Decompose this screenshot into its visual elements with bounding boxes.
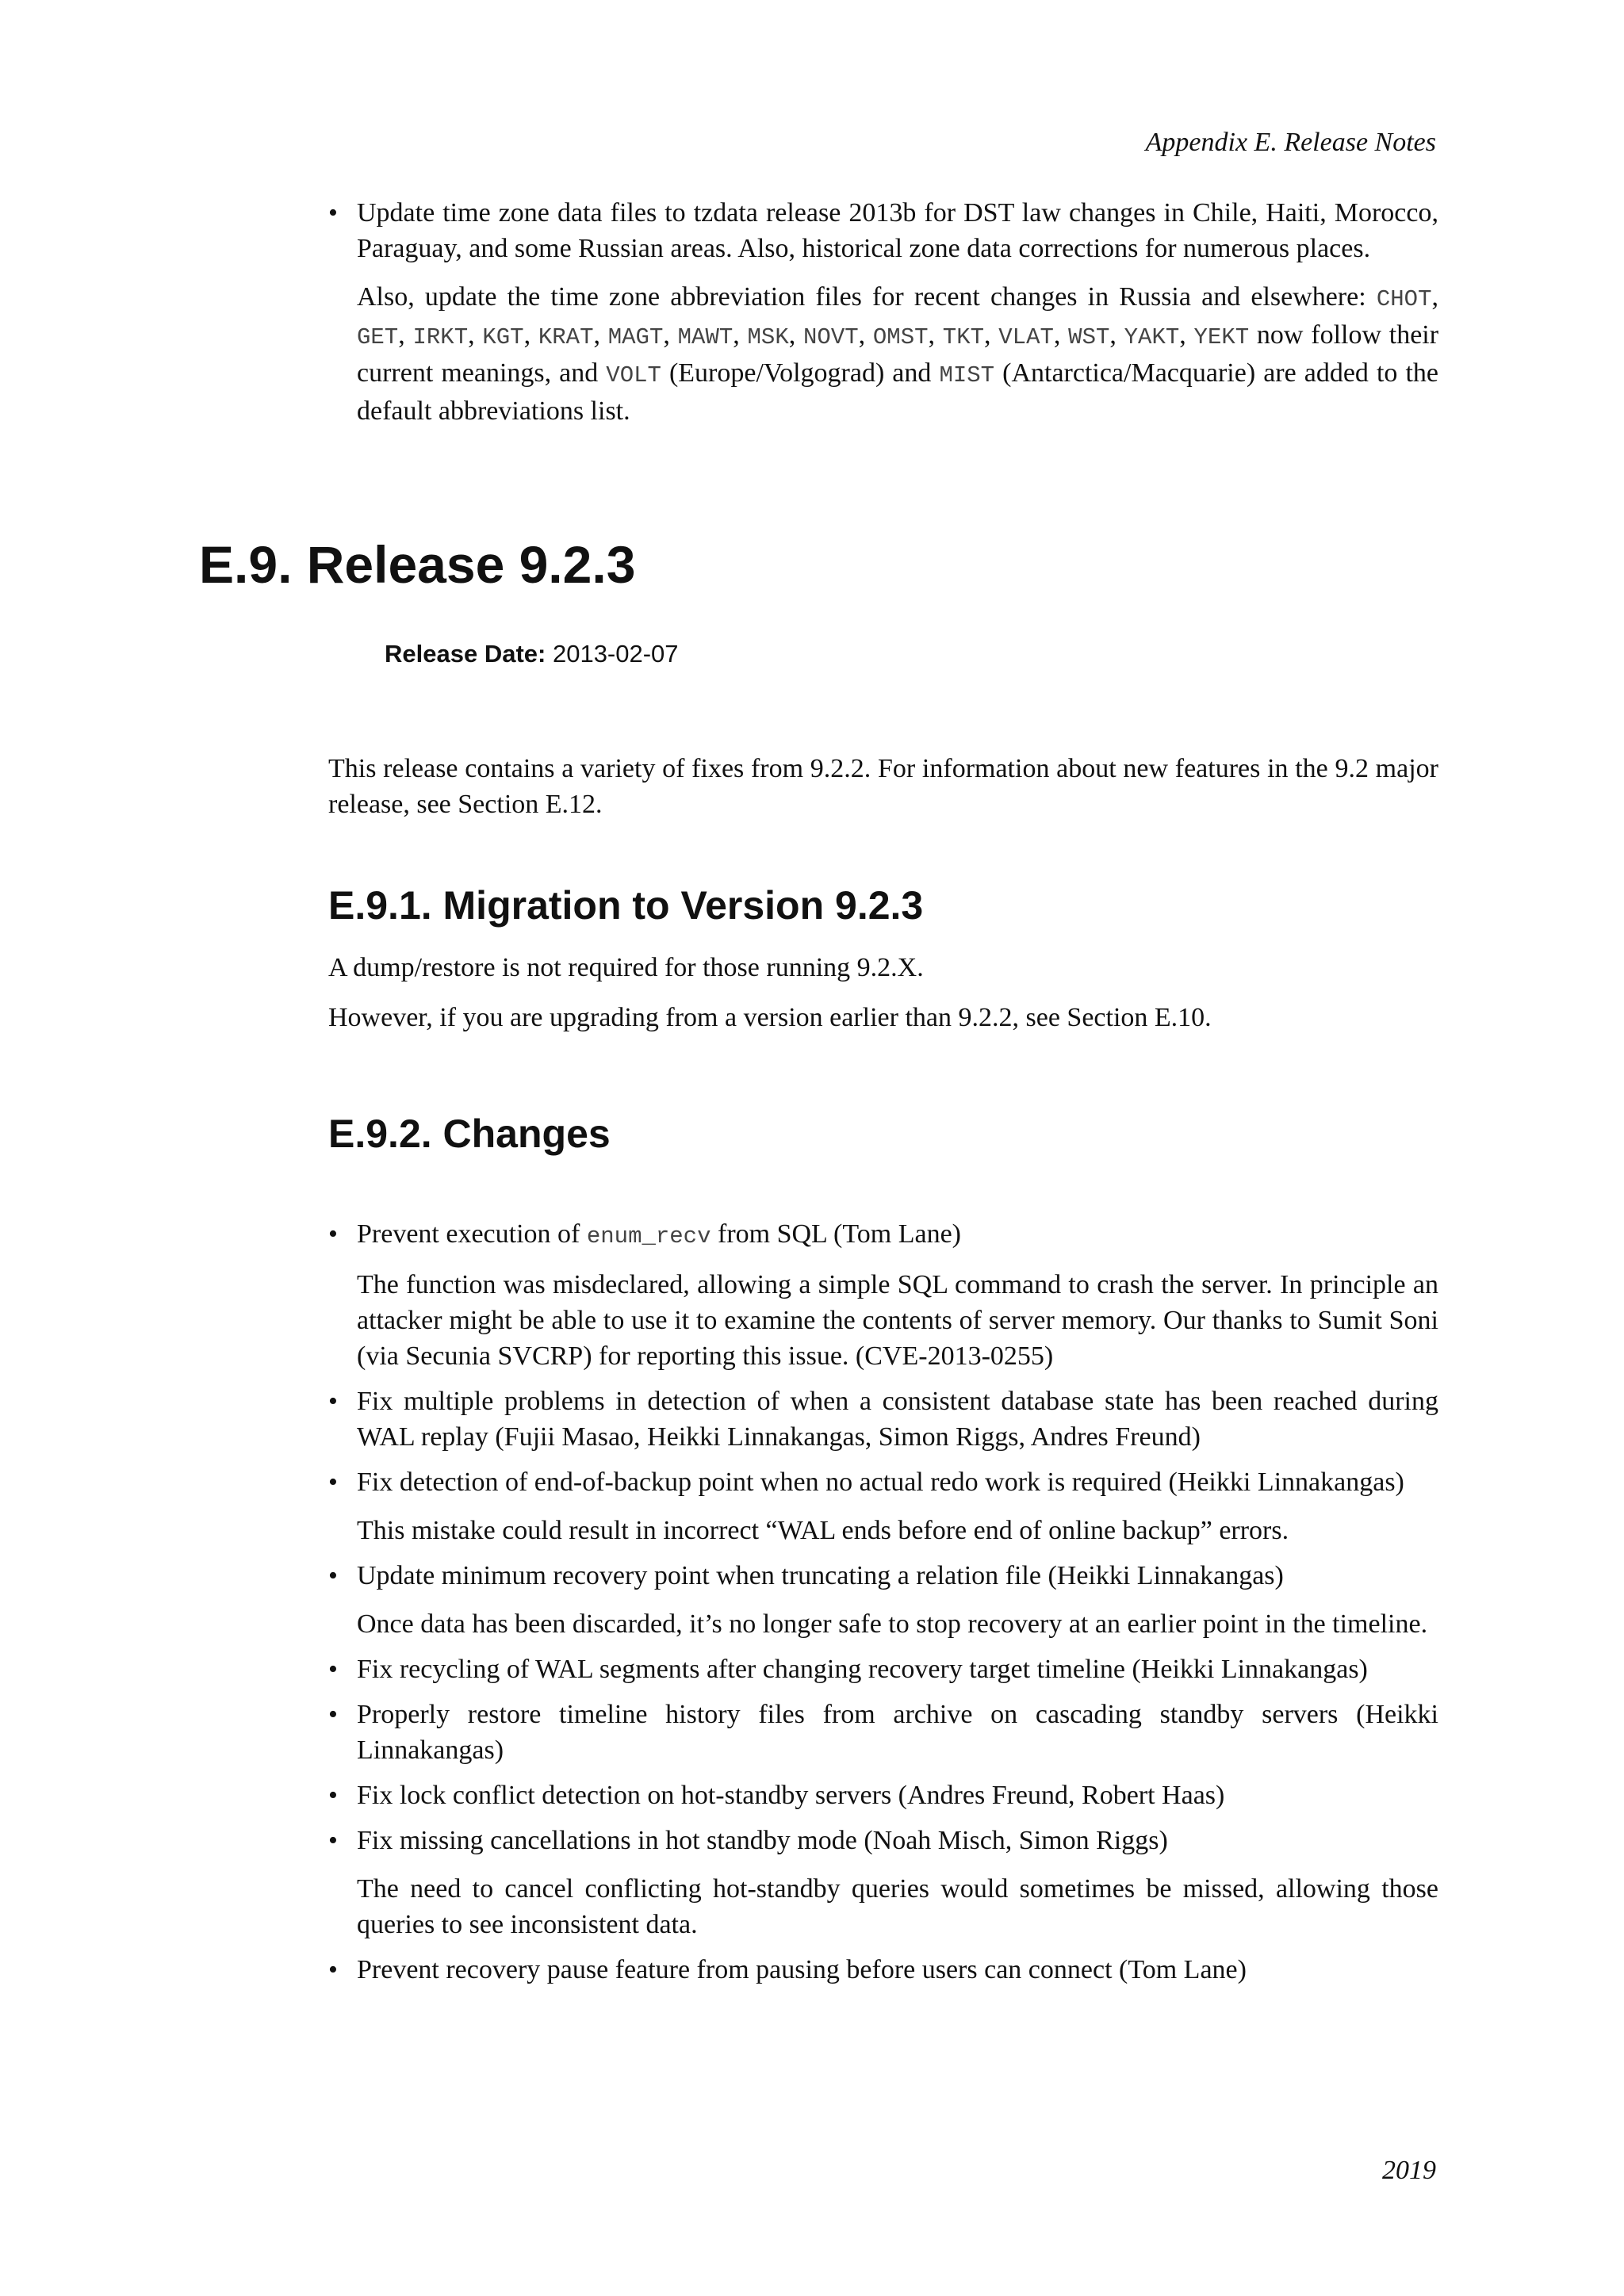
intro-paragraph: This release contains a variety of fixes from 9.2.2. For information about new features in the 9.2 major release, see Section E.12. <box>328 754 1438 819</box>
code-abbrev: KRAT <box>538 324 594 350</box>
abbreviations-intro: Also, update the time zone abbreviation files for recent changes in Russia and elsewhere: <box>357 282 1377 312</box>
code-abbrev: WST <box>1068 324 1110 350</box>
bullet: • <box>328 198 338 228</box>
code-enum-recv: enum_recv <box>586 1223 711 1249</box>
code-abbrev: KGT <box>482 324 524 350</box>
code-abbrev: MSK <box>747 324 789 350</box>
list-item-detail: This mistake could result in incorrect “WAL ends before end of online backup” errors. <box>357 1516 1289 1545</box>
list-item-text: Update time zone data files to tzdata release 2013b for DST law changes in Chile, Haiti, Morocco, Paraguay, and some Russian areas. Also, historical zone data corrections for numerous places. <box>357 198 1438 263</box>
bullet: • <box>328 1700 338 1729</box>
code-abbrev: MAGT <box>607 324 664 350</box>
code-abbrev: YEKT <box>1193 324 1250 350</box>
list-item <box>328 195 1438 429</box>
bullet: • <box>328 1468 338 1497</box>
running-header: Appendix E. Release Notes <box>1145 128 1436 157</box>
list-item <box>328 1558 1438 1642</box>
changes-title: E.9.2. Changes <box>328 1112 611 1156</box>
tzdata-update-block <box>328 195 1438 438</box>
list-item <box>328 1777 1438 1813</box>
code-abbrev: NOVT <box>803 324 859 350</box>
list-item-text: Prevent execution of enum_recv from SQL (Tom Lane) <box>357 1219 961 1249</box>
bullet: • <box>328 1826 338 1855</box>
release-date-value: 2013-02-07 <box>552 640 679 668</box>
release-date <box>385 638 679 670</box>
bullet: • <box>328 1219 338 1249</box>
list-item-detail: The need to cancel conflicting hot-standby queries would sometimes be missed, allowing those queries to see inconsistent data. <box>357 1874 1438 1939</box>
list-item-text: Fix multiple problems in detection of when a consistent database state has been reached during WAL replay (Fujii Masao, Heikki Linnakangas, Simon Riggs, Andres Freund) <box>357 1387 1438 1452</box>
list-item <box>328 1464 1438 1548</box>
list-item-text: Update minimum recovery point when truncating a relation file (Heikki Linnakangas) <box>357 1561 1284 1590</box>
list-item-text: Fix detection of end-of-backup point when no actual redo work is required (Heikki Linnakangas) <box>357 1468 1404 1497</box>
list-item <box>328 1383 1438 1455</box>
code-abbrev: MAWT <box>677 324 733 350</box>
code-abbrev: TKT <box>942 324 985 350</box>
migration-paragraph: However, if you are upgrading from a version earlier than 9.2.2, see Section E.10. <box>328 1003 1212 1032</box>
bullet: • <box>328 1561 338 1590</box>
code-abbrev: OMST <box>872 324 929 350</box>
bullet: • <box>328 1781 338 1810</box>
code-abbrev: YAKT <box>1124 324 1180 350</box>
list-item-detail: Once data has been discarded, it’s no longer safe to stop recovery at an earlier point in the timeline. <box>357 1609 1428 1639</box>
code-volt: VOLT <box>606 362 661 388</box>
bullet: • <box>328 1387 338 1416</box>
list-item <box>328 1216 1438 1374</box>
code-abbrev: GET <box>357 324 399 350</box>
page-number: 2019 <box>1382 2156 1436 2185</box>
section-title: E.9. Release 9.2.3 <box>199 535 636 594</box>
list-item <box>328 1823 1438 1942</box>
migration-paragraph: A dump/restore is not required for those running 9.2.X. <box>328 953 924 982</box>
abbreviations-paragraph: Also, update the time zone abbreviation files for recent changes in Russia and elsewhere: CHOT, GET, IRKT, KGT, KRAT, MAGT, MAWT, MSK, NOVT, OMST, TKT, VLAT, WST, YAKT, YEKT now follow their current meanings, and VOLT (Europe/Volgograd) and MIST (Antarctica/Macquarie) are added to the default abbreviations list. <box>357 282 1439 426</box>
section-intro <box>328 751 1438 835</box>
list-item-detail: The function was misdeclared, allowing a simple SQL command to crash the server. In principle an attacker might be able to use it to examine the contents of server memory. Our thanks to Sumit Soni (via Secunia SVCRP) for reporting this issue. (CVE-2013-0255) <box>357 1270 1438 1371</box>
list-item <box>328 1952 1438 1988</box>
bullet: • <box>328 1955 338 1984</box>
list-item-text: Fix lock conflict detection on hot-standby servers (Andres Freund, Robert Haas) <box>357 1781 1225 1810</box>
list-item <box>328 1697 1438 1768</box>
list-item-text: Fix missing cancellations in hot standby mode (Noah Misch, Simon Riggs) <box>357 1826 1168 1855</box>
migration-title: E.9.1. Migration to Version 9.2.3 <box>328 883 924 928</box>
changes-list <box>328 1216 1438 1997</box>
migration-block <box>328 950 1438 1050</box>
list-item-text: Properly restore timeline history files from archive on cascading standby servers (Heikki Linnakangas) <box>357 1700 1438 1765</box>
bullet: • <box>328 1655 338 1684</box>
release-date-label: Release Date: <box>385 640 546 668</box>
list-item <box>328 1651 1438 1687</box>
code-abbrev: CHOT <box>1376 286 1432 312</box>
code-abbrev: IRKT <box>412 324 469 350</box>
list-item-text: Fix recycling of WAL segments after changing recovery target timeline (Heikki Linnakangas) <box>357 1655 1368 1684</box>
code-mist: MIST <box>939 362 995 388</box>
list-item-text: Prevent recovery pause feature from pausing before users can connect (Tom Lane) <box>357 1955 1247 1984</box>
code-abbrev: VLAT <box>998 324 1054 350</box>
